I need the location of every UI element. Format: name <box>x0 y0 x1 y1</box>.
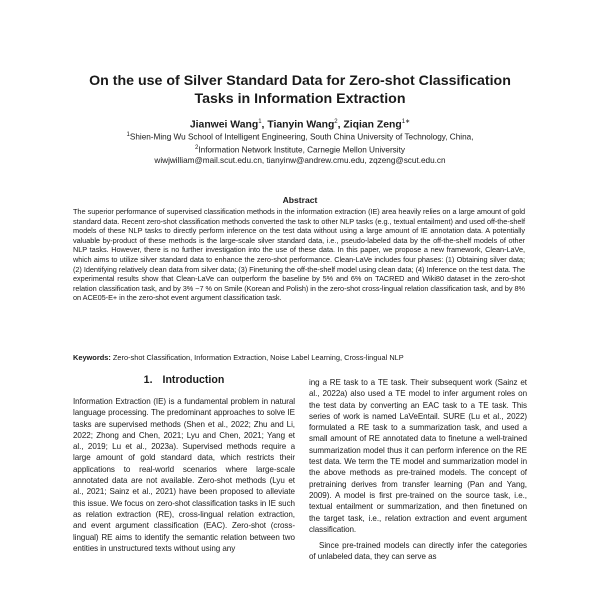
affiliation-text: Information Network Institute, Carnegie Mellon University <box>198 145 405 155</box>
keywords-list: Zero-shot Classification, Information Extraction, Noise Label Learning, Cross-lingual NLP <box>112 353 404 362</box>
keywords <box>73 353 525 363</box>
author-mark: 1 <box>258 119 262 125</box>
author-name: Jianwei Wang <box>189 119 259 131</box>
affiliation-block <box>40 130 560 166</box>
author-name: Tianyin Wang <box>267 119 335 131</box>
author-mark: 1∗ <box>401 119 411 125</box>
keywords-label: Keywords: <box>73 353 111 362</box>
paragraph: ing a RE task to a TE task. Their subsequent work (Sainz et al., 2022a) also used a TE model to infer argument roles on the test data by converting an EAC task to a TE task. This series of work is named LaVeEntail. SURE (Lu et al., 2022) formulated a RE task to a summarization task, and used a small amount of RE annotated data to finetune a well-trained summarization model thus it can perform inference on the RE test data. We term the TE model and summarization model in the above methods as pre-trained models. The concept of pretraining derives from transfer learning (Pan and Yang, 2009). A model is first pre-trained on the source task, i.e., textual entailment or summarization, and then finetuned on the target task, i.e., relation extraction and event argument classification. <box>309 378 527 534</box>
author-list: Jianwei Wang$^1$, Tianyin Wang$^2$, Ziqian Zeng$^{1∗}$ <box>189 119 411 131</box>
section-heading-introduction <box>73 374 295 386</box>
affiliation-mark: 2 <box>195 144 199 151</box>
paragraph: Since pre-trained models can directly infer the categories of unlabeled data, they can serve as <box>309 541 527 562</box>
affiliation-line <box>40 143 560 156</box>
title-line-2: Tasks in Information Extraction <box>194 90 406 107</box>
paragraph: Information Extraction (IE) is a fundamental problem in natural language processing. The predominant approaches to solve IE tasks are supervised methods (Shen et al., 2022; Zhu and Li, 2022; Zhong and Chen, 2021; Lyu and Chen, 2021; Yang et al., 2019; Lu et al., 2023a). Supervised methods require a large amount of gold standard data, which restricts their applications to real-world scenarios where large-scale annotated data are not available. Zero-shot methods (Lyu et al., 2021; Sainz et al., 2021) have been proposed to alleviate this issue. We focus on zero-shot classification tasks in IE such as relation extraction (RE), cross-lingual relation extraction, and event argument classification (EAC). Zero-shot (cross-lingual) RE aims to identify the semantic relation between two entities in unstructured texts without using any <box>73 397 295 553</box>
left-column <box>73 396 295 554</box>
author-name: Ziqian Zeng <box>343 119 402 131</box>
section-number: 1. <box>143 374 153 386</box>
abstract-heading: Abstract <box>282 195 318 205</box>
right-column <box>309 377 527 563</box>
section-title: Introduction <box>162 374 225 386</box>
author-mark: 2 <box>334 119 338 125</box>
affiliation-text: Shien-Ming Wu School of Intelligent Engineering, South China University of Technology, China, <box>129 132 474 142</box>
affiliation-line <box>40 130 560 143</box>
paper-title <box>40 73 560 108</box>
author-emails: wiwjwilliam@mail.scut.edu.cn, tianyinw@andrew.cmu.edu, zqzeng@scut.edu.cn <box>154 156 446 166</box>
affiliation-mark: 1 <box>126 132 130 138</box>
abstract-text: The superior performance of supervised classification methods in the information extraction (IE) area heavily relies on a large amount of gold standard data. Recent zero-shot classification methods converted the task to other NLP tasks (e.g., textual entailment) and used off-the-shelf models of these NLP tasks to directly perform inference on the test data without using a large amount of IE annotation data. A potentially valuable by-product of these methods is the large-scale silver standard data, i.e., pseudo-labeled data by the off-the-shelf models of other NLP tasks. However, there is no further investigation into the use of these data. In this paper, we propose a new framework, Clean-LaVe, which aims to utilize silver standard data to enhance the zero-shot performance. Clean-LaVe includes four phases: (1) Obtaining silver data; (2) Identifying relatively clean data from silver data; (3) Finetuning the off-the-shelf model using clean data; (4) Inference on the test data. The experimental results show that Clean-LaVe can outperform the baseline by 5% and 6% on TACRED and Wiki80 dataset in the zero-shot relation classification task, and by 3% ~7 % on Smile (Korean and Polish) in the zero-shot cross-lingual relation classification task, and by 8% on ACE05-E+ in the zero-shot event argument classification task. <box>73 207 525 303</box>
title-line-1: On the use of Silver Standard Data for Zero-shot Classification <box>89 73 511 89</box>
